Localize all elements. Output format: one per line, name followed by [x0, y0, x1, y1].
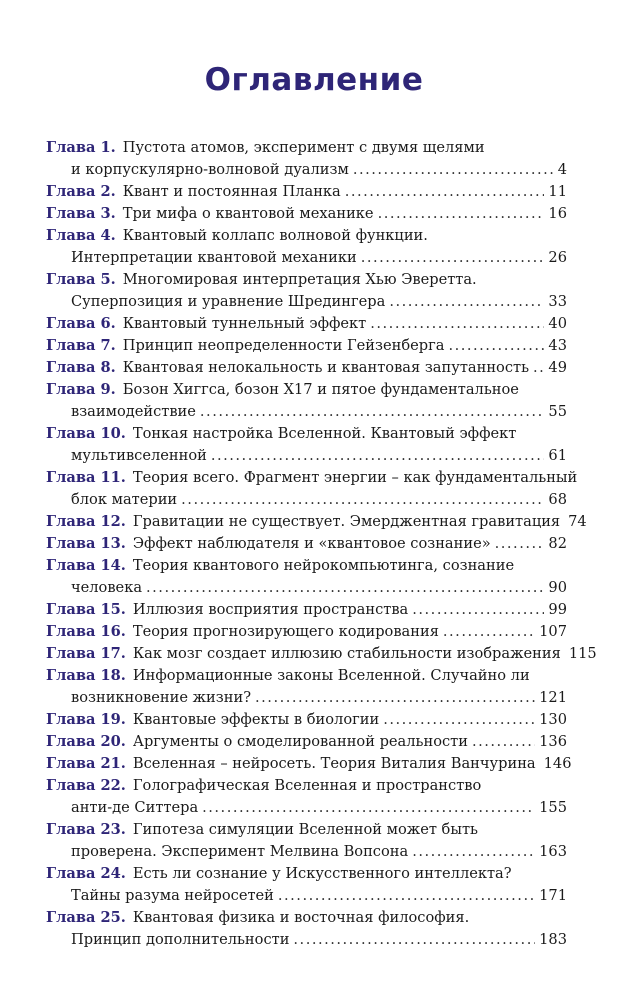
toc-entry-line: [46, 291, 567, 313]
page-number: 99: [548, 601, 567, 618]
chapter-title: Информационные законы Вселенной. Случайно ли: [132, 667, 530, 684]
toc-entry-line: [46, 533, 567, 555]
chapter-title: Аргументы о смоделированной реальности: [132, 733, 468, 750]
page-number: 90: [548, 579, 567, 596]
toc-entry-line: [46, 555, 567, 577]
chapter-title: человека: [71, 579, 143, 596]
toc-entry-line: [46, 621, 567, 643]
page-number: 107: [539, 623, 567, 640]
page-number: 136: [539, 733, 567, 750]
dot-leader: [448, 335, 544, 357]
toc-entry-line: [46, 819, 567, 841]
toc-entry-line: [46, 379, 567, 401]
toc-entry-line: [46, 797, 567, 819]
dot-leader: [412, 599, 544, 621]
page-number: 163: [539, 843, 567, 860]
chapter-label: Глава 15.: [46, 601, 126, 618]
page-number: 171: [539, 887, 567, 904]
toc-entry-line: [46, 731, 567, 753]
chapter-label: Глава 10.: [46, 425, 126, 442]
chapter-label: Глава 11.: [46, 469, 126, 486]
toc-entry-line: [46, 687, 567, 709]
toc-entry[interactable]: [46, 533, 567, 555]
chapter-title: Иллюзия восприятия пространства: [132, 601, 409, 618]
dot-leader: [472, 731, 535, 753]
toc-entry[interactable]: [46, 775, 567, 819]
dot-leader: [345, 181, 545, 203]
toc-entry[interactable]: [46, 863, 567, 907]
toc-entry[interactable]: [46, 731, 567, 753]
chapter-title: Гипотеза симуляции Вселенной может быть: [132, 821, 478, 838]
chapter-label: Глава 12.: [46, 513, 126, 530]
chapter-title: Принцип дополнительности: [71, 931, 290, 948]
page-number: 16: [548, 205, 567, 222]
chapter-title: и корпускулярно-волновой дуализм: [71, 161, 349, 178]
chapter-label: Глава 21.: [46, 755, 126, 772]
toc-entry-line: [46, 599, 567, 621]
toc-entry[interactable]: [46, 203, 567, 225]
chapter-label: Глава 18.: [46, 667, 126, 684]
dot-leader: [370, 313, 544, 335]
toc-entry-line: [46, 577, 567, 599]
toc-entry[interactable]: [46, 819, 567, 863]
chapter-title: Бозон Хиггса, бозон Х17 и пятое фундаментальное: [122, 381, 519, 398]
chapter-title: Многомировая интерпретация Хью Эверетта.: [122, 271, 477, 288]
page-number: 43: [548, 337, 567, 354]
toc-entry[interactable]: [46, 181, 567, 203]
toc-entry[interactable]: [46, 753, 572, 775]
page-number: 4: [557, 161, 567, 178]
dot-leader: [378, 203, 545, 225]
toc-entry[interactable]: [46, 709, 567, 731]
chapter-title: Как мозг создает иллюзию стабильности изображения: [132, 645, 561, 662]
dot-leader: [146, 577, 544, 599]
toc-entry[interactable]: [46, 269, 567, 313]
chapter-label: Глава 3.: [46, 205, 116, 222]
toc-entry-line: [46, 335, 567, 357]
chapter-label: Глава 4.: [46, 227, 116, 244]
toc-entry-line: [46, 181, 567, 203]
chapter-title: Интерпретации квантовой механики: [71, 249, 357, 266]
chapter-title: Принцип неопределенности Гейзенберга: [122, 337, 445, 354]
toc-entry-line: [46, 907, 567, 929]
chapter-title: мультивселенной: [71, 447, 207, 464]
dot-leader: [443, 621, 535, 643]
chapter-label: Глава 6.: [46, 315, 116, 332]
page-number: 40: [548, 315, 567, 332]
chapter-title: Теория прогнозирующего кодирования: [132, 623, 439, 640]
toc-entry-line: [46, 313, 567, 335]
chapter-title: Голографическая Вселенная и пространство: [132, 777, 482, 794]
chapter-label: Глава 25.: [46, 909, 126, 926]
toc-entry-line: [46, 225, 567, 247]
toc-entry[interactable]: [46, 467, 578, 511]
dot-leader: [412, 841, 535, 863]
toc-entry[interactable]: [46, 423, 567, 467]
toc-entry-line: [46, 159, 567, 181]
page-number: 82: [548, 535, 567, 552]
chapter-title: проверена. Эксперимент Мелвина Вопсона: [71, 843, 409, 860]
toc-entry[interactable]: [46, 357, 567, 379]
page-number: 33: [548, 293, 567, 310]
dot-leader: [278, 885, 535, 907]
toc-entry[interactable]: [46, 907, 567, 951]
chapter-title: Квантовая физика и восточная философия.: [132, 909, 470, 926]
chapter-label: Глава 20.: [46, 733, 126, 750]
toc-entry-line: [46, 489, 567, 511]
chapter-title: Теория всего. Фрагмент энергии – как фундаментальный: [132, 469, 578, 486]
chapter-label: Глава 23.: [46, 821, 126, 838]
toc-entry[interactable]: [46, 137, 567, 181]
dot-leader: [202, 797, 535, 819]
toc-entry[interactable]: [46, 511, 587, 533]
chapter-title: Гравитации не существует. Эмерджентная гравитация: [132, 513, 561, 530]
chapter-title: Тайны разума нейросетей: [71, 887, 274, 904]
dot-leader: [211, 445, 545, 467]
dot-leader: [293, 929, 535, 951]
dot-leader: [533, 357, 544, 379]
toc-entry[interactable]: [46, 665, 567, 709]
toc-entry-line: [46, 929, 567, 951]
chapter-label: Глава 22.: [46, 777, 126, 794]
toc-entry-line: [46, 467, 578, 489]
chapter-title: Квант и постоянная Планка: [122, 183, 341, 200]
page-number: 130: [539, 711, 567, 728]
dot-leader: [389, 291, 544, 313]
page-number: 115: [568, 645, 597, 662]
toc-entry-line: [46, 203, 567, 225]
toc-entry-line: [46, 709, 567, 731]
toc-entry[interactable]: [46, 555, 567, 599]
page-number: 121: [539, 689, 567, 706]
page-number: 26: [548, 249, 567, 266]
chapter-title: Три мифа о квантовой механике: [122, 205, 374, 222]
page-number: 49: [548, 359, 567, 376]
page-number: 146: [543, 755, 572, 772]
toc-entry-line: [46, 357, 567, 379]
toc-entry-line: [46, 863, 567, 885]
page-number: 155: [539, 799, 567, 816]
chapter-title: Суперпозиция и уравнение Шредингера: [71, 293, 386, 310]
chapter-title: Квантовая нелокальность и квантовая запутанность: [122, 359, 530, 376]
toc-entry-line: [46, 885, 567, 907]
dot-leader: [361, 247, 545, 269]
page-number: 68: [548, 491, 567, 508]
chapter-label: Глава 16.: [46, 623, 126, 640]
dot-leader: [353, 159, 554, 181]
toc-entry[interactable]: [46, 599, 567, 621]
chapter-label: Глава 8.: [46, 359, 116, 376]
toc-entry[interactable]: [46, 379, 567, 423]
dot-leader: [200, 401, 545, 423]
chapter-title: Квантовый коллапс волновой функции.: [122, 227, 428, 244]
toc-entry-line: [46, 401, 567, 423]
dot-leader: [255, 687, 535, 709]
toc-entry-line: [46, 775, 567, 797]
page-number: 61: [548, 447, 567, 464]
chapter-title: возникновение жизни?: [71, 689, 252, 706]
toc-entry-line: [46, 511, 587, 533]
toc-entry[interactable]: [46, 225, 567, 269]
toc-entry[interactable]: [46, 313, 567, 335]
page-number: 183: [539, 931, 567, 948]
chapter-label: Глава 17.: [46, 645, 126, 662]
toc-entry[interactable]: [46, 643, 597, 665]
chapter-title: Пустота атомов, эксперимент с двумя щелями: [122, 139, 485, 156]
page-title: Оглавление: [204, 62, 424, 98]
chapter-title: Вселенная – нейросеть. Теория Виталия Ванчурина: [132, 755, 536, 772]
page-number: 74: [568, 513, 587, 530]
chapter-title: взаимодействие: [71, 403, 196, 420]
chapter-title: Тонкая настройка Вселенной. Квантовый эффект: [132, 425, 517, 442]
chapter-title: Есть ли сознание у Искусственного интеллекта?: [132, 865, 512, 882]
toc-entry-line: [46, 841, 567, 863]
chapter-title: Эффект наблюдателя и «квантовое сознание»: [132, 535, 491, 552]
toc-entry[interactable]: [46, 621, 567, 643]
dot-leader: [181, 489, 544, 511]
chapter-title: Квантовый туннельный эффект: [122, 315, 367, 332]
page-number: 55: [548, 403, 567, 420]
chapter-label: Глава 13.: [46, 535, 126, 552]
chapter-title: Квантовые эффекты в биологии: [132, 711, 380, 728]
chapter-label: Глава 2.: [46, 183, 116, 200]
toc-entry-line: [46, 423, 567, 445]
dot-leader: [495, 533, 545, 555]
chapter-title: анти-де Ситтера: [71, 799, 199, 816]
chapter-label: Глава 9.: [46, 381, 116, 398]
toc-entry-line: [46, 137, 567, 159]
chapter-label: Глава 1.: [46, 139, 116, 156]
toc-entry-line: [46, 247, 567, 269]
toc-entry[interactable]: [46, 335, 567, 357]
chapter-label: Глава 7.: [46, 337, 116, 354]
toc-entry-line: [46, 643, 597, 665]
chapter-label: Глава 24.: [46, 865, 126, 882]
chapter-label: Глава 19.: [46, 711, 126, 728]
chapter-label: Глава 14.: [46, 557, 126, 574]
toc-entry-line: [46, 753, 572, 775]
page-number: 11: [548, 183, 567, 200]
toc-entry-line: [46, 269, 567, 291]
toc-entry-line: [46, 445, 567, 467]
toc-entry-line: [46, 665, 567, 687]
dot-leader: [383, 709, 535, 731]
table-of-contents: [46, 137, 597, 951]
chapter-label: Глава 5.: [46, 271, 116, 288]
chapter-title: блок материи: [71, 491, 178, 508]
chapter-title: Теория квантового нейрокомпьютинга, сознание: [132, 557, 515, 574]
